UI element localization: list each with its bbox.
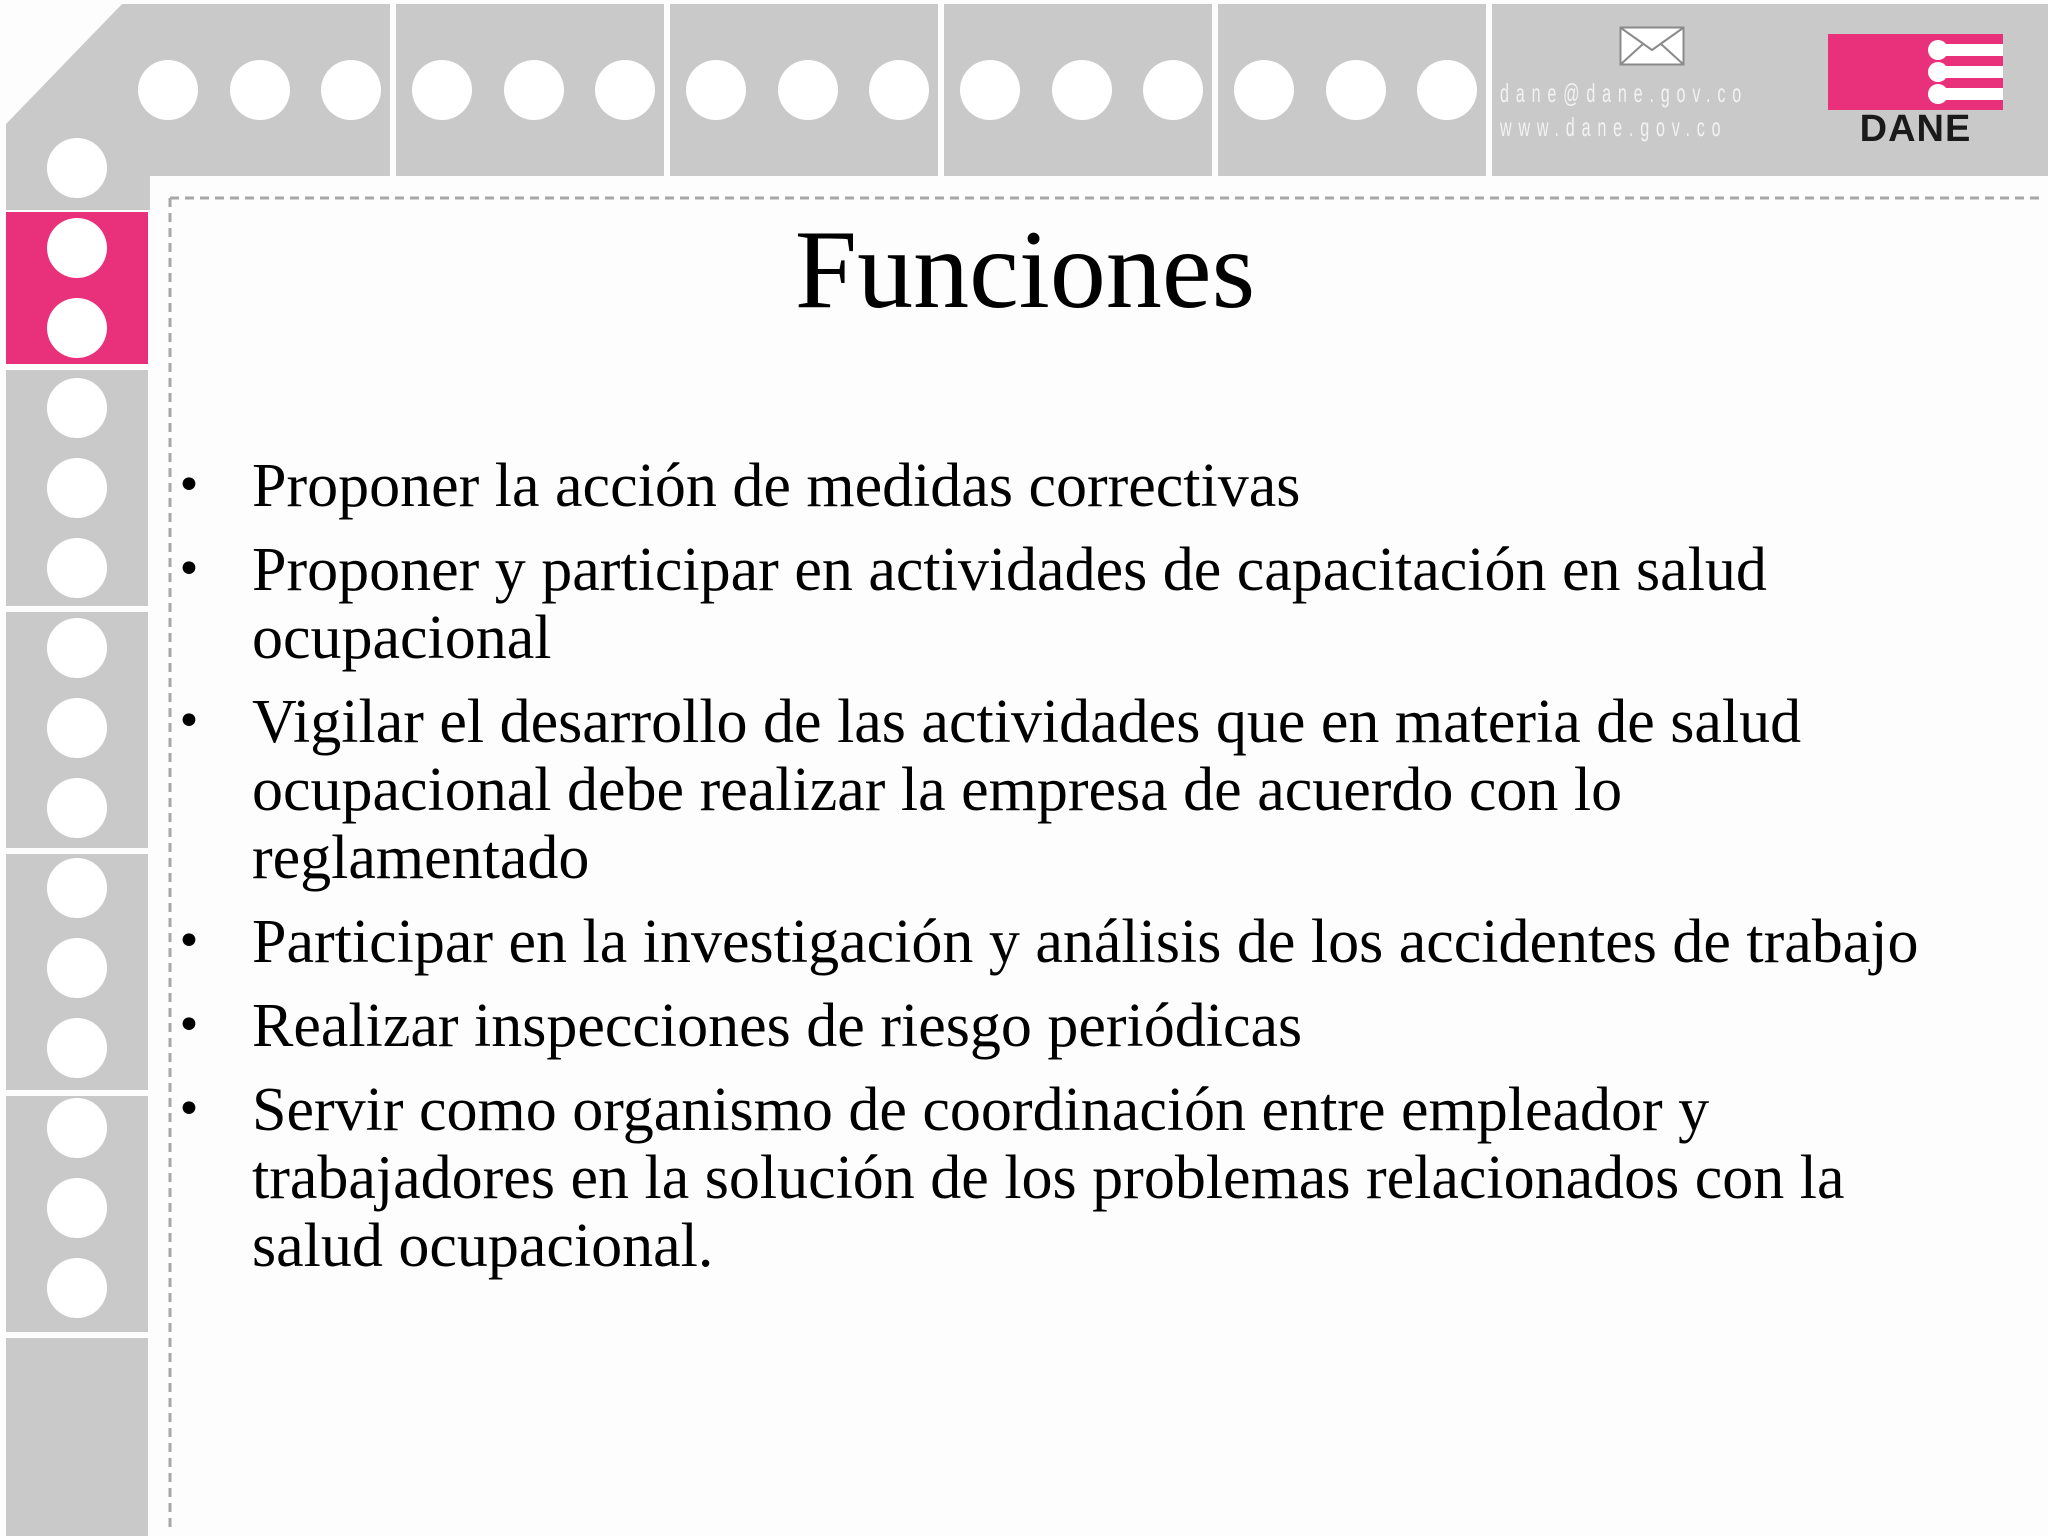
bullet-item <box>170 908 1970 976</box>
bullet-icon: • <box>176 1000 202 1051</box>
bullet-list <box>170 452 1970 1296</box>
bullet-item <box>170 992 1970 1060</box>
slide-title: Funciones <box>794 208 1256 332</box>
bullet-text: Vigilar el desarrollo de las actividades que en materia de salud ocupacional debe realizar la empresa de acuerdo con lo reglamentado <box>252 688 1802 892</box>
email-text: dane@dane.gov.co <box>1500 78 1748 108</box>
bullet-item <box>170 1076 1970 1280</box>
bullet-text: Proponer la acción de medidas correctivas <box>252 452 1301 520</box>
website-text: www.dane.gov.co <box>1500 112 1728 142</box>
envelope-icon <box>1619 26 1685 66</box>
left-circles <box>47 138 107 1318</box>
bullet-icon: • <box>176 696 202 747</box>
bullet-text: Servir como organismo de coordinación entre empleador y trabajadores en la solución de los problemas relacionados con la salud ocupacional. <box>252 1076 1845 1280</box>
bullet-item <box>170 688 1970 892</box>
contact-info <box>1500 76 1748 144</box>
bullet-text: Realizar inspecciones de riesgo periódicas <box>252 992 1303 1060</box>
bullet-item <box>170 536 1970 672</box>
bullet-item <box>170 452 1970 520</box>
bullet-icon: • <box>176 1084 202 1135</box>
bullet-text: Proponer y participar en actividades de capacitación en salud ocupacional <box>252 536 1767 672</box>
bullet-text: Participar en la investigación y análisis de los accidentes de trabajo <box>252 908 1919 976</box>
bullet-icon: • <box>176 544 202 595</box>
top-circles <box>138 60 1477 120</box>
dane-logo-text: DANE <box>1859 108 1972 150</box>
bullet-icon: • <box>176 916 202 967</box>
bullet-icon: • <box>176 460 202 511</box>
